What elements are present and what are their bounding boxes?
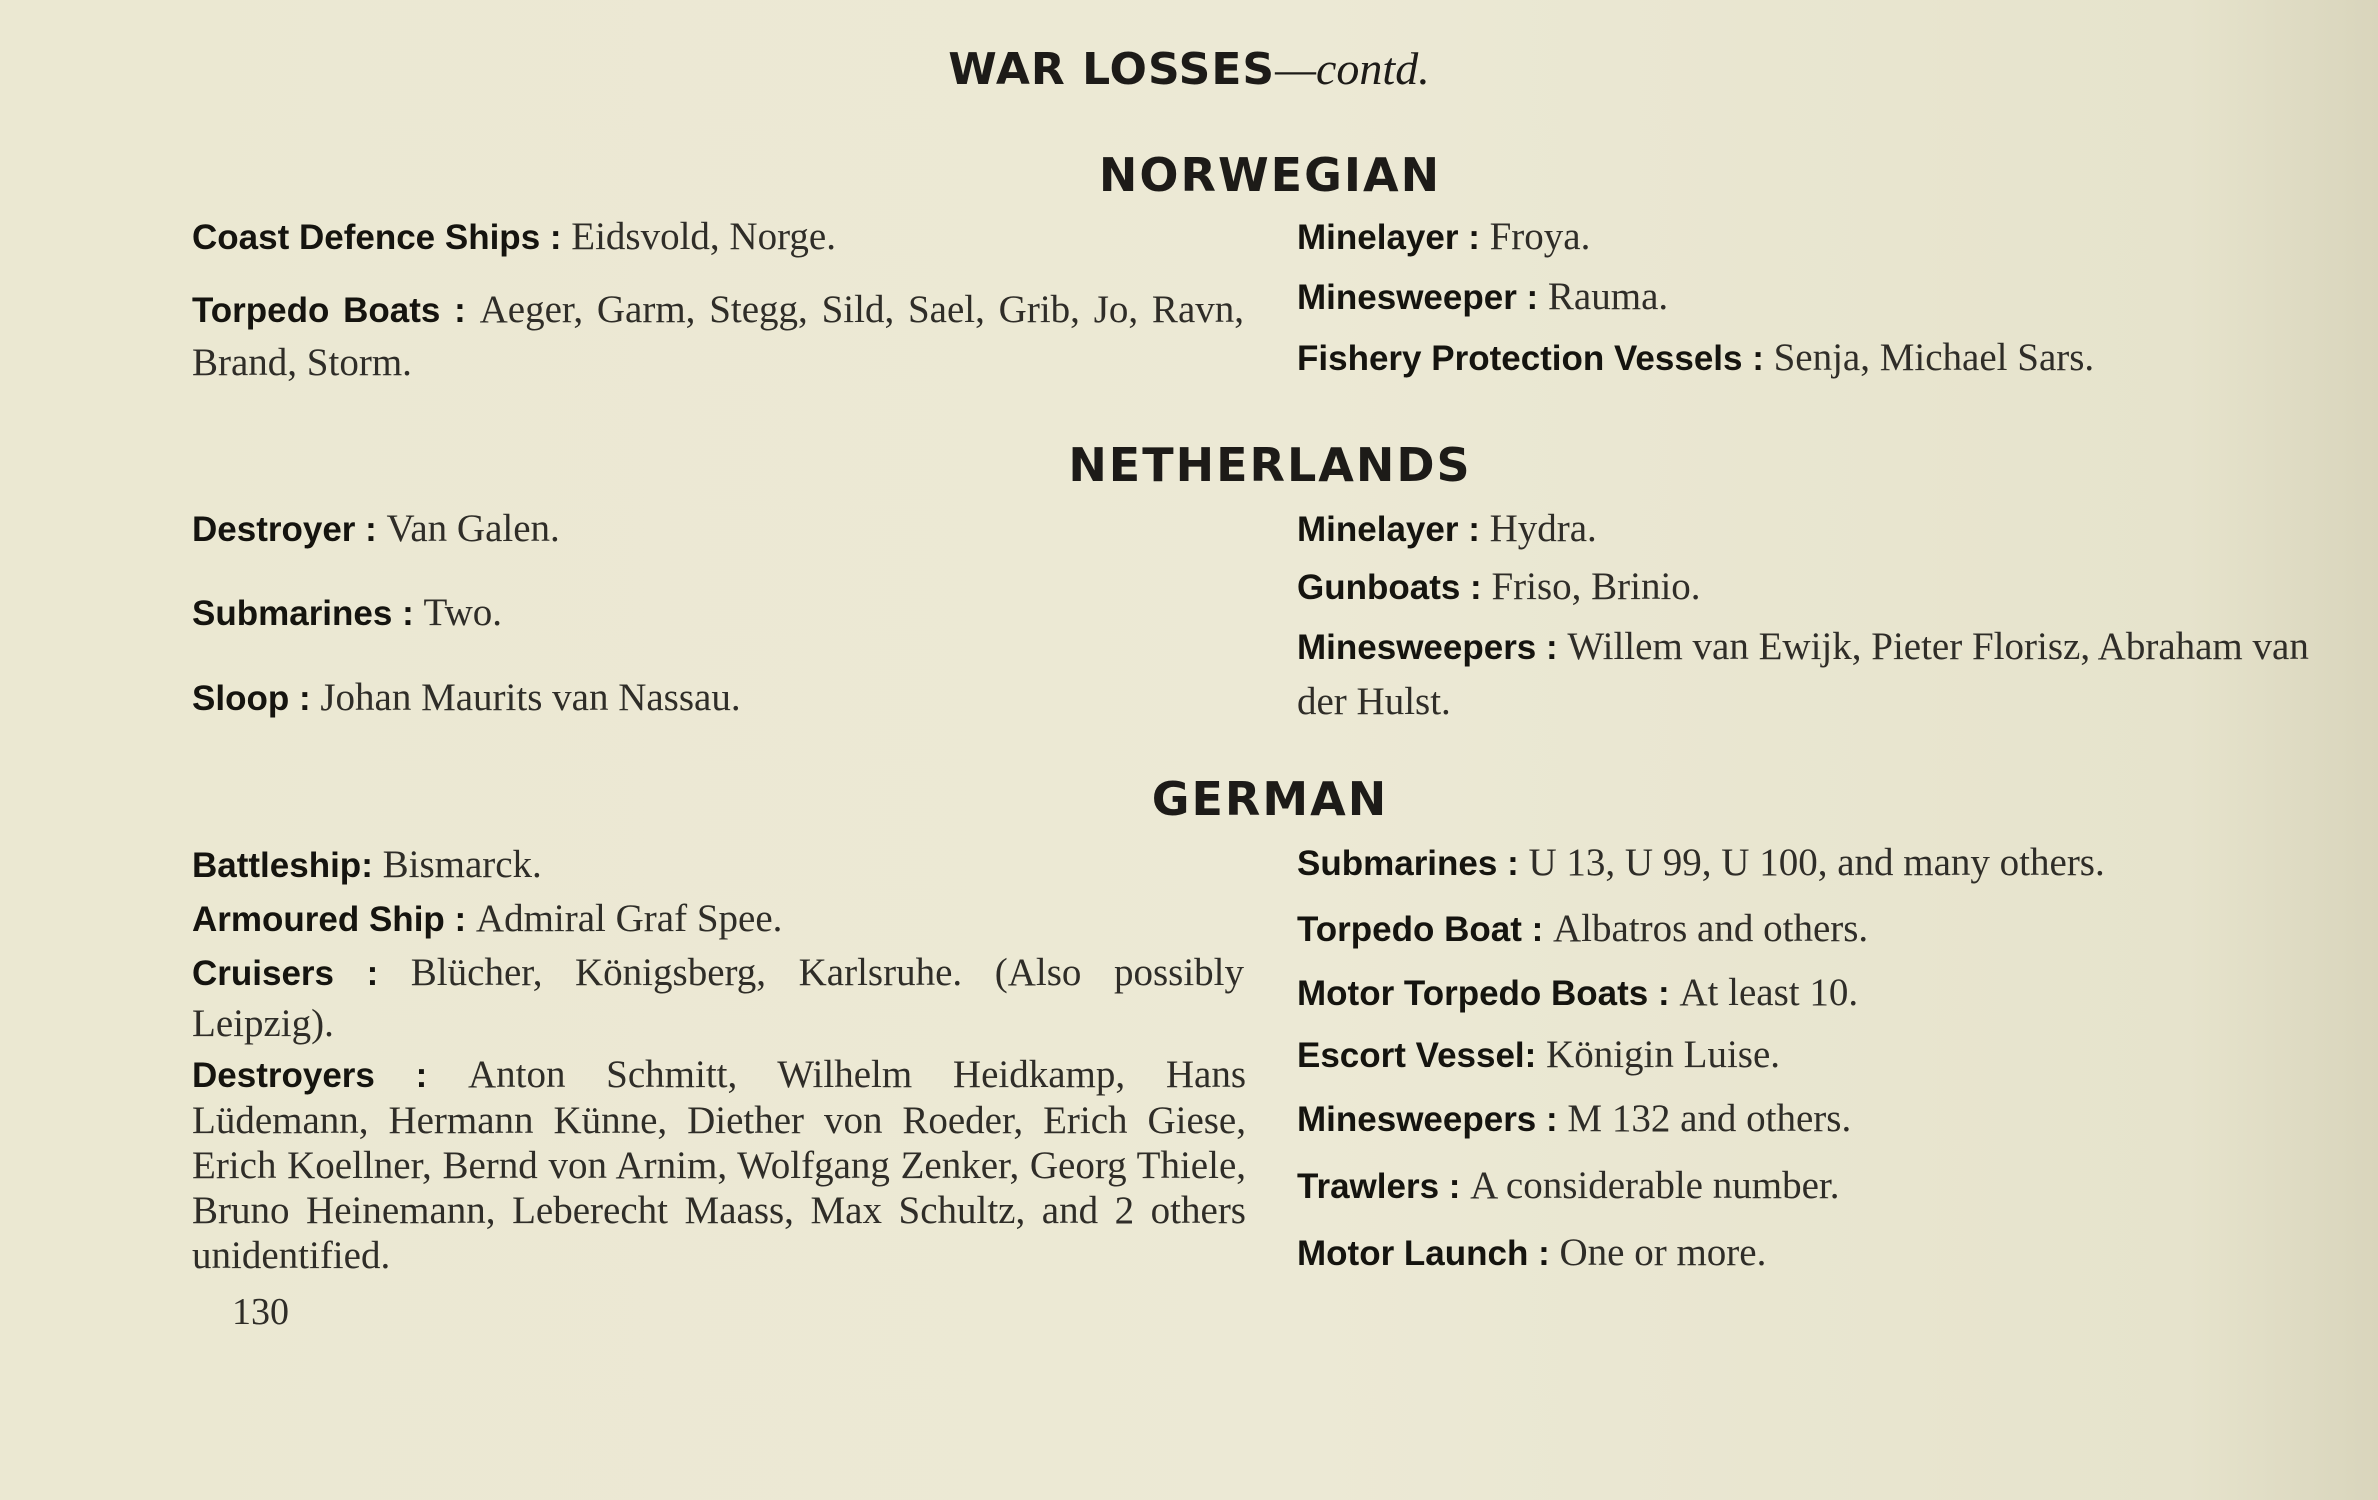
entry-netherlands-sloop: Sloop : Johan Maurits van Nassau. <box>192 676 741 719</box>
entry-german-submarines: Submarines : U 13, U 99, U 100, and many others. <box>1297 841 2105 884</box>
entry-german-motor-launch: Motor Launch : One or more. <box>1297 1231 1767 1274</box>
entry-german-torpedo-boat: Torpedo Boat : Albatros and others. <box>1297 907 1869 950</box>
entry-netherlands-destroyer: Destroyer : Van Galen. <box>192 507 560 550</box>
page-number: 130 <box>232 1291 289 1333</box>
entry-german-destroyers: Destroyers : Anton Schmitt, Wilhelm Heidkamp, Hans Lüdemann, Hermann Künne, Diether von Roeder, Erich Giese, Erich Koellner, Bernd von Arnim, Wolfgang Zenker, Georg Thiele, Bruno Heinemann, Leberecht Maass, Max Schultz, and 2 others unidentified. <box>192 1053 1246 1277</box>
page-title-main: WAR LOSSES <box>948 44 1276 95</box>
entry-netherlands-minesweepers: Minesweepers : Willem van Ewijk, Pieter Florisz, Abraham van der Hulst. <box>1297 625 2309 723</box>
entry-norwegian-torpedo-boats: Torpedo Boats : Aeger, Garm, Stegg, Sild, Sael, Grib, Jo, Ravn, Brand, Storm. <box>192 288 1245 384</box>
entry-norwegian-fishery-protection-vessels: Fishery Protection Vessels : Senja, Michael Sars. <box>1297 336 2095 379</box>
entry-german-battleship: Battleship: Bismarck. <box>192 843 542 886</box>
page-title <box>0 42 2378 95</box>
entry-german-cruisers: Cruisers : Blücher, Königsberg, Karlsruhe. (Also possibly Leipzig). <box>192 951 1244 1045</box>
entry-german-motor-torpedo-boats: Motor Torpedo Boats : At least 10. <box>1297 971 1859 1014</box>
entry-german-minesweepers: Minesweepers : M 132 and others. <box>1297 1097 1852 1140</box>
entry-german-trawlers: Trawlers : A considerable number. <box>1297 1164 1840 1207</box>
entry-german-armoured-ship: Armoured Ship : Admiral Graf Spee. <box>192 897 783 940</box>
entry-norwegian-minelayer: Minelayer : Froya. <box>1297 215 1591 258</box>
section-heading-norwegian: NORWEGIAN <box>1098 148 1442 202</box>
entry-norwegian-minesweeper: Minesweeper : Rauma. <box>1297 275 1669 318</box>
entry-netherlands-minelayer: Minelayer : Hydra. <box>1297 507 1597 550</box>
section-heading-german: GERMAN <box>1151 772 1389 826</box>
entry-norwegian-coast-defence-ships: Coast Defence Ships : Eidsvold, Norge. <box>192 215 836 258</box>
entry-german-escort-vessel: Escort Vessel: Königin Luise. <box>1297 1033 1781 1076</box>
entry-netherlands-submarines: Submarines : Two. <box>192 591 502 634</box>
page-title-suffix: —contd. <box>1275 43 1430 94</box>
entry-netherlands-gunboats: Gunboats : Friso, Brinio. <box>1297 565 1701 608</box>
section-heading-netherlands: NETHERLANDS <box>1068 438 1472 492</box>
